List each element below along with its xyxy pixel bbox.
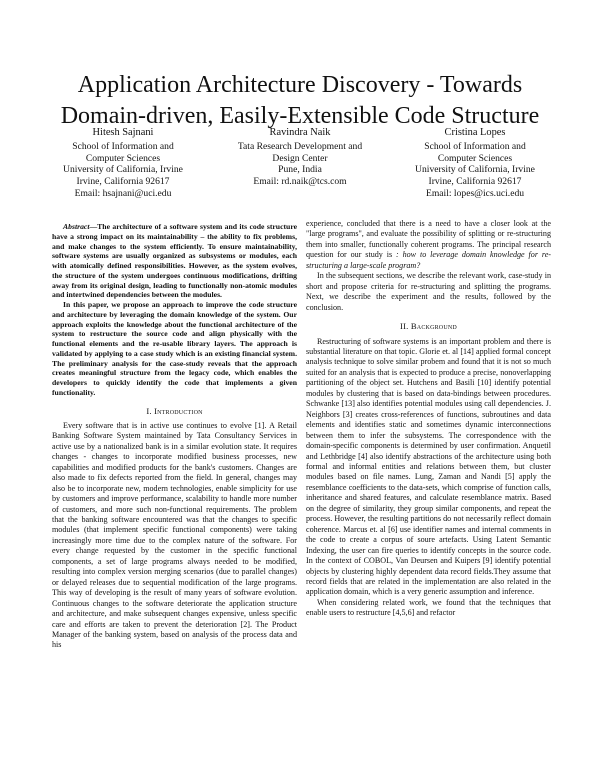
section-heading-background: II. Background — [400, 321, 457, 332]
author-name: Ravindra Naik — [269, 127, 331, 138]
section-heading-introduction: I. Introduction — [146, 405, 203, 416]
author-affiliation-line: School of Information and — [424, 140, 526, 152]
left-column — [52, 222, 297, 651]
author-affiliation-line: University of California, Irvine — [63, 164, 183, 176]
author-name: Cristina Lopes — [444, 127, 506, 138]
intro-continuation-paragraph — [306, 219, 551, 271]
author-affiliation-line: School of Information and — [72, 140, 174, 152]
intro-paragraph: Every software that is in active use continues to evolve [1]. A Retail Banking Software System maintained by Tata Consultancy Services in active use by a nationalized bank is in a similar evolution state. It requires changes - changes to incorporate modified business processes, new capabilities and modified products for the bank's customers. Changes are also made to fix defects reported from the field. In general, changes may also be to incorporate new, modern technologies, enable simplicity for use by customers and improve performance, scalability to handle more number of customers, and more such non-functional requirements. The problem that the banking software encountered was that the changes to specific modules (that implement specific functional components) were taking increasingly more time due to the complex nature of the software. For every change requested by the customer in the specific functional components, a set of large programs always needed to be modified, resulting into complex version merging scenarios (due to parallel changes) or delayed releases due to sequential modification of the large programs. This way of developing is the result of many years of software evolution. Continuous changes to the software deteriorate the application structure and architecture, and make subsequent changes expensive, unless specific care and efforts are taken to prevent the deterioration [2]. The Product Manager of the banking system, based on analysis of the process data and his — [52, 420, 297, 650]
author-affiliation-line: Design Center — [272, 152, 328, 164]
author-email: Email: lopes@ics.uci.edu — [425, 187, 525, 199]
author-affiliation-line: University of California, Irvine — [415, 164, 535, 176]
background-paragraph-2: When considering related work, we found that the techniques that enable users to restructure [4,5,6] and refactor — [306, 597, 551, 618]
author-block — [50, 127, 550, 197]
abstract — [52, 222, 297, 398]
author-affiliation-line: Irvine, California 92617 — [428, 176, 522, 188]
author-email: Email: rd.naik@tcs.com — [253, 176, 347, 188]
research-question: : how to leverage domain knowledge for re-structuring a large-scale program? — [306, 250, 551, 270]
paper-title: Application Architecture Discovery - Towards Domain-driven, Easily-Extensible Code Structure — [60, 72, 540, 130]
abstract-text: —The architecture of a software system and its code structure have a strong impact on its maintainability – the ability to fix problems, and make changes to the system efficiently. To ensure maintainability, software systems are usually organized as subsystems or modules, each with atomically defined responsibilities. However, as the system evolves, the structure of the system undergoes continuous modifications, drifting away from its original design, leading to functionally non-atomic modules and intertwined dependencies between the modules. — [52, 222, 297, 300]
author-affiliation-line: Computer Sciences — [437, 152, 513, 164]
author-affiliation-line: Pune, India — [278, 164, 322, 176]
intro-continuation-text: experience, concluded that there is a need to have a closer look at the "large programs", and evaluate the possibility of splitting or re-structuring them into smaller, functionally coherent programs. The principal research question for our study is — [306, 219, 551, 260]
author-1 — [38, 127, 208, 200]
author-affiliation-line: Irvine, California 92617 — [76, 176, 170, 188]
right-column — [306, 219, 551, 619]
author-3 — [390, 127, 560, 200]
background-paragraph-1: Restructuring of software systems is an important problem and there is substantial literature on that topic. Glorie et. al [14] applied formal concept analysis technique to solve similar probem and found that it is not so much suited for an analysis that is expected to produce a precise, nonoverlapping partitioning of the object set. Hutchens and Basili [10] identify potential modules by clustering that is based on data-bindings between procedures. Schwanke [13] also identifies potential modules using call dependencies. J. Neighbors [3] creates cross-references of functions, subroutines and data elements and identifies static and sometimes dynamic interconnections between them to infer the subsystems. The correspondence with the domain-specific components is determined by user confirmation. Anquetil and Lethbridge [4] also identify abstractions of the architecture using both formal and informal entities and relations between them, but cluster modules based on file names. Lung, Zaman and Nandi [5] apply the resemblance coefficients to the data-sets, which comprise of function calls, inheritance and shared features, and calculate resemblance matrix. Based on the degree of similarity, they group similar components, and repeat the process. However, the resulting partitions do not necessarily reflect domain coherence. Marcus et. al [6] use identifier names and internal comments in the code to create a corpus of soure artefacts. Using Latent Semantic Indexing, the user can fire queries to identify concepts in the source code. In the context of COBOL, Van Deursen and Kuipers [9] identify potential objects by clustering highly dependent data record fields.They assume that record fields that are related in the implementation are also related in the application domain, which is a very generic assumption and inference. — [306, 336, 551, 597]
author-2 — [215, 127, 385, 188]
outline-paragraph: In the subsequent sections, we describe the relevant work, case-study in short and propose criteria for re-structuring and splitting the programs. Next, we describe the experiment and the results, followed by the conclusion. — [306, 271, 551, 312]
author-affiliation-line: Tata Research Development and — [237, 140, 363, 152]
author-affiliation-line: Computer Sciences — [85, 152, 161, 164]
abstract-paragraph-1 — [52, 222, 297, 300]
abstract-paragraph-2: In this paper, we propose an approach to improve the code structure and architecture by leveraging the domain knowledge of the system. Our approach exploits the knowledge about the functional architecture of the system to restructure the source code and align physically with the functional elements and the re-usable library layers. The approach is validated by applying to a case study which is an existing financial system. The preliminary analysis for the case-study reveals that the approach creates meaningful structure from the legacy code, which enables the developers to quickly identify the code that implements a given functionality. — [52, 300, 297, 397]
author-email: Email: hsajnani@uci.edu — [74, 187, 172, 199]
abstract-label: Abstract — [63, 222, 90, 231]
author-name: Hitesh Sajnani — [92, 127, 154, 138]
